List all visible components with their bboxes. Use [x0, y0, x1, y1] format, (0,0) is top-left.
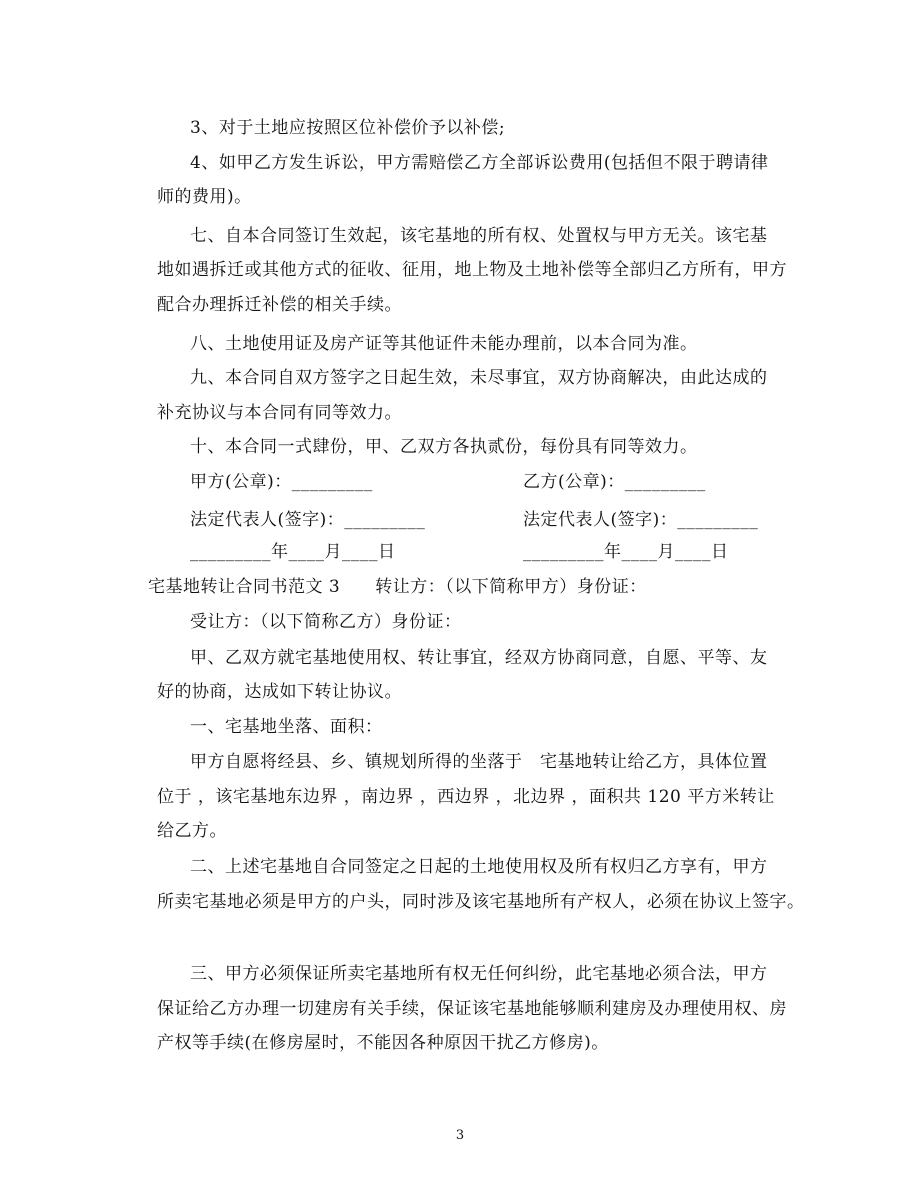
agreement-intro-line-1: 甲、乙双方就宅基地使用权、转让事宜，经双方协商同意，自愿、平等、友 [190, 648, 768, 668]
section-1-heading: 一、宅基地坐落、面积： [190, 717, 383, 737]
party-a-representative: 法定代表人(签字)：_________ [190, 510, 426, 530]
party-b-representative: 法定代表人(签字)：_________ [523, 510, 759, 530]
section-3-line-2: 保证给乙方办理一切建房有关手续，保证该宅基地能够顺利建房及办理使用权、房 [157, 999, 787, 1019]
party-b-date: _________年____月____日 [523, 542, 729, 562]
article-7-line-1: 七、自本合同签订生效起，该宅基地的所有权、处置权与甲方无关。该宅基 [190, 226, 768, 246]
section-3-line-1: 三、甲方必须保证所卖宅基地所有权无任何纠纷，此宅基地必须合法，甲方 [190, 964, 768, 984]
section-1-line-1: 甲方自愿将经县、乡、镇规划所得的坐落于 宅基地转让给乙方，具体位置 [190, 752, 768, 772]
article-10: 十、本合同一式肆份，甲、乙双方各执贰份，每份具有同等效力。 [190, 437, 698, 457]
sample-3-heading: 宅基地转让合同书范文 3 转让方：（以下简称甲方）身份证： [148, 577, 647, 597]
article-8: 八、土地使用证及房产证等其他证件未能办理前，以本合同为准。 [190, 334, 698, 354]
section-3-line-3: 产权等手续(在修房屋时，不能因各种原因干扰乙方修房)。 [157, 1033, 609, 1053]
section-1-line-3: 给乙方。 [157, 821, 227, 841]
party-b-seal: 乙方(公章)：_________ [523, 472, 706, 492]
article-7-line-2: 地如遇拆迁或其他方式的征收、征用，地上物及土地补偿等全部归乙方所有，甲方 [157, 260, 787, 280]
section-2-line-2: 所卖宅基地必须是甲方的户头，同时涉及该宅基地所有产权人，必须在协议上签字。 [157, 892, 805, 912]
article-9-line-1: 九、本合同自双方签字之日起生效，未尽事宜，双方协商解决，由此达成的 [190, 368, 768, 388]
agreement-intro-line-2: 好的协商，达成如下转让协议。 [157, 682, 402, 702]
section-2-line-1: 二、上述宅基地自合同签定之日起的土地使用权及所有权归乙方享有，甲方 [190, 857, 768, 877]
article-9-line-2: 补充协议与本合同有同等效力。 [157, 403, 402, 423]
section-1-line-2: 位于 ，该宅基地东边界 ，南边界 ，西边界 ，北边界 ，面积共 120 平方米转让 [157, 787, 775, 807]
clause-4-line-2: 师的费用)。 [157, 187, 252, 207]
party-a-date: _________年____月____日 [190, 542, 396, 562]
clause-4-line-1: 4、如甲乙方发生诉讼，甲方需赔偿乙方全部诉讼费用(包括但不限于聘请律 [190, 153, 769, 173]
article-7-line-3: 配合办理拆迁补偿的相关手续。 [157, 295, 402, 315]
party-a-seal: 甲方(公章)：_________ [190, 472, 373, 492]
clause-3: 3、对于土地应按照区位补偿价予以补偿; [190, 118, 506, 138]
page-number: 3 [455, 1128, 465, 1143]
transferee-line: 受让方：（以下简称乙方）身份证： [190, 612, 462, 632]
